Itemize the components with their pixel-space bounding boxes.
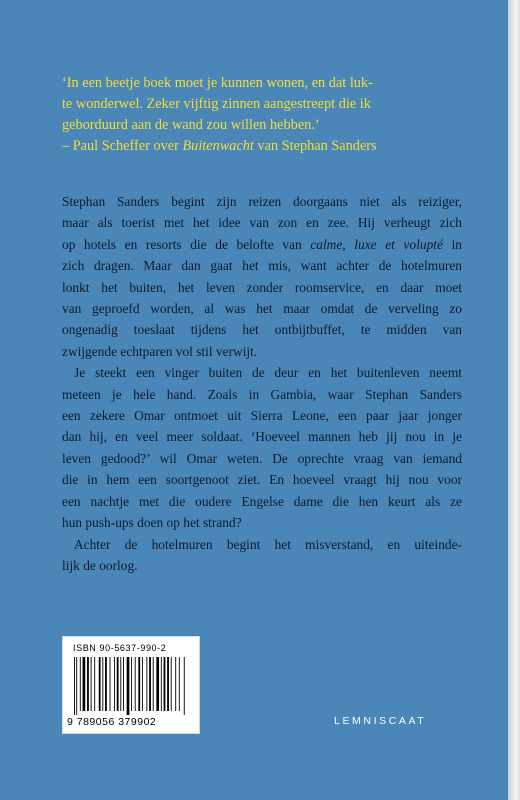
text-emphasis: calme, luxe et volupté bbox=[310, 236, 443, 252]
barcode-bars bbox=[72, 657, 192, 715]
barcode-bar bbox=[167, 657, 169, 711]
barcode-bar bbox=[123, 657, 124, 711]
text-line: zwijgende echtparen vol stil verwijt. bbox=[62, 343, 258, 359]
text-line: Stephan Sanders begint zijn reizen doorgaans niet als reiziger, bbox=[62, 194, 462, 209]
barcode-bar bbox=[171, 657, 172, 711]
text-line: meteen je hele hand. Zoals in Gambia, waar Stephan Sanders bbox=[62, 386, 462, 402]
ean-number: 9 789056 379902 bbox=[67, 716, 157, 728]
text-line: van geproefd worden, al was het maar omdat de verveling zo bbox=[62, 301, 462, 317]
barcode-bar bbox=[74, 657, 75, 715]
barcode-bar bbox=[135, 657, 136, 711]
text-line: lonkt het buiten, het leven zonder roomservice, en daar moet bbox=[62, 279, 462, 295]
text-line: dan hij, en veel meer soldaat. ‘Hoeveel mannen heb jij nou in je bbox=[62, 429, 462, 445]
text-line: Je steekt een vinger buiten de deur en het buitenleven neemt bbox=[74, 365, 462, 381]
text-segment: in bbox=[442, 236, 463, 252]
barcode-bar bbox=[161, 657, 162, 711]
synopsis bbox=[62, 191, 462, 576]
isbn-label: ISBN 90-5637-990-2 bbox=[73, 643, 167, 653]
barcode-bar bbox=[146, 657, 147, 711]
barcode-bar bbox=[91, 657, 92, 711]
barcode-bar bbox=[94, 657, 95, 711]
barcode-bar bbox=[76, 657, 77, 715]
quote-line: te wonderwel. Zeker vijftig zinnen aangestreept die ik bbox=[62, 96, 371, 112]
barcode-bar bbox=[114, 657, 115, 711]
quote-line: ‘In een beetje boek moet je kunnen wonen, en dat luk- bbox=[62, 75, 373, 91]
barcode-bar bbox=[105, 657, 107, 711]
text-line: Achter de hotelmuren begint het misverstand, en uiteinde- bbox=[74, 536, 462, 552]
page-edge bbox=[508, 0, 520, 800]
attribution-suffix: van Stephan Sanders bbox=[253, 138, 377, 154]
barcode-bar bbox=[175, 657, 176, 711]
attribution-prefix: – Paul Scheffer over bbox=[62, 138, 183, 154]
text-line: een nachtje met die oudere Engelse dame die hen keurt als ze bbox=[62, 493, 462, 509]
barcode-bar bbox=[120, 657, 121, 711]
synopsis-paragraph-3 bbox=[62, 534, 462, 577]
barcode-bar bbox=[117, 657, 119, 711]
barcode-bar bbox=[179, 657, 180, 711]
barcode-bar bbox=[102, 657, 103, 711]
barcode-bar bbox=[87, 657, 89, 711]
text-line: die in hem een soortgenoot ziet. En hoeveel vraagt hij nou voor bbox=[62, 472, 462, 488]
barcode-bar bbox=[131, 657, 132, 711]
barcode-bar bbox=[153, 657, 154, 711]
text-line: maar als toerist met het idee van zon en zee. Hij verheugt zich bbox=[62, 215, 462, 231]
attribution-title: Buitenwacht bbox=[182, 138, 254, 154]
barcode-bar bbox=[127, 657, 130, 715]
barcode-bar bbox=[184, 657, 185, 715]
barcode-bar bbox=[156, 657, 159, 711]
publisher-logo: LEMNISCAAT bbox=[334, 715, 427, 727]
blurb-quote bbox=[62, 73, 462, 157]
quote-attribution bbox=[62, 136, 462, 157]
barcode-bar bbox=[99, 657, 101, 711]
quote-line: geborduurd aan de wand zou willen hebben.’ bbox=[62, 117, 320, 133]
isbn-barcode bbox=[62, 636, 200, 734]
synopsis-paragraph-1 bbox=[62, 191, 462, 362]
text-line bbox=[62, 234, 462, 255]
barcode-bar bbox=[164, 657, 166, 711]
barcode-bar bbox=[138, 657, 140, 711]
barcode-bar bbox=[83, 657, 86, 711]
text-line: ongenadig toeslaat tijdens het ontbijtbuffet, te midden van bbox=[62, 322, 462, 338]
barcode-bar bbox=[80, 657, 81, 711]
barcode-bar bbox=[110, 657, 111, 711]
barcode-bar bbox=[142, 657, 143, 711]
text-line: lijk de oorlog. bbox=[62, 557, 138, 573]
text-segment: op hotels en resorts die de belofte van bbox=[62, 236, 311, 252]
synopsis-paragraph-2 bbox=[62, 362, 462, 533]
text-line: een zekere Omar ontmoet uit Sierra Leone, een paar jaar jonger bbox=[62, 408, 462, 424]
text-line: hun push-ups doen op het strand? bbox=[62, 515, 242, 531]
barcode-bar bbox=[149, 657, 151, 711]
text-line: zich dragen. Maar dan gaat het mis, want achter de hotelmuren bbox=[62, 258, 462, 274]
text-line: leven gedood?’ wil Omar weten. De oprechte vraag van iemand bbox=[62, 450, 462, 466]
